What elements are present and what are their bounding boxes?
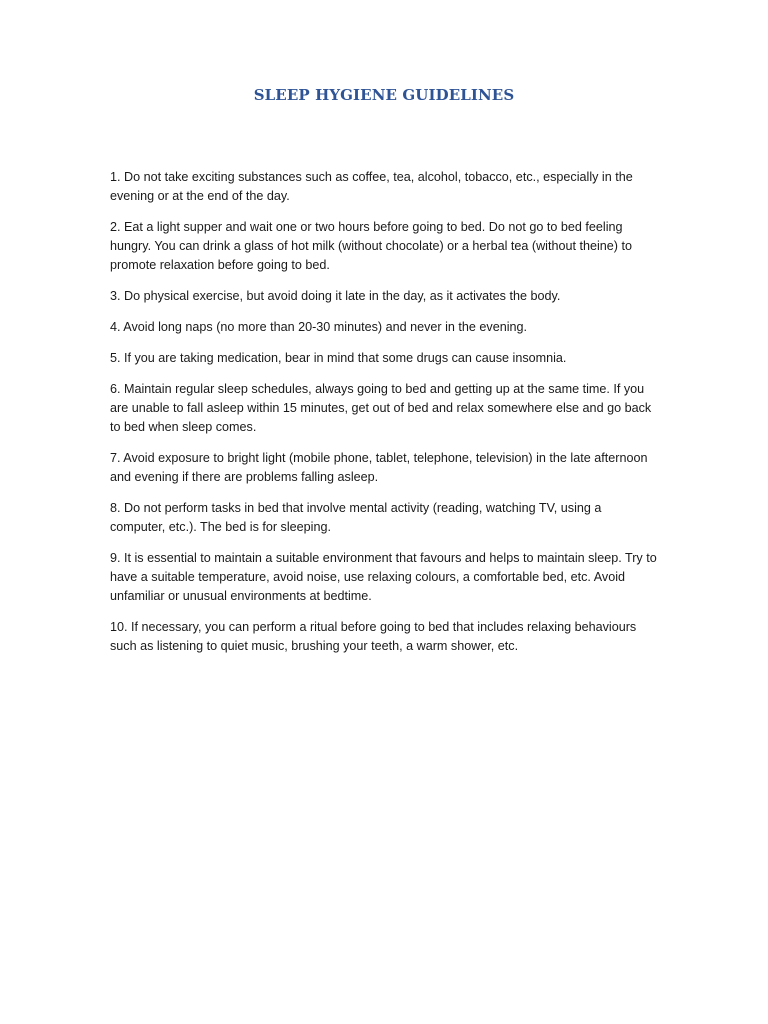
guideline-item: 3. Do physical exercise, but avoid doing it late in the day, as it activates the body. (110, 289, 561, 303)
guideline-item: 5. If you are taking medication, bear in mind that some drugs can cause insomnia. (110, 351, 567, 365)
guideline-item: 9. It is essential to maintain a suitable environment that favours and helps to maintain sleep. Try to have a suitable temperature, avoid noise, use relaxing colours, a comfortable bed, etc. Avoid unfamiliar or unusual environments at bedtime. (110, 551, 657, 603)
guideline-item: 6. Maintain regular sleep schedules, always going to bed and getting up at the same time. If you are unable to fall asleep within 15 minutes, get out of bed and relax somewhere else and go back to bed when sleep comes. (110, 382, 652, 434)
guideline-item: 8. Do not perform tasks in bed that involve mental activity (reading, watching TV, using a computer, etc.). The bed is for sleeping. (110, 501, 602, 534)
guideline-item: 7. Avoid exposure to bright light (mobile phone, tablet, telephone, television) in the late afternoon and evening if there are problems falling asleep. (110, 451, 648, 484)
guideline-item: 10. If necessary, you can perform a ritual before going to bed that includes relaxing behaviours such as listening to quiet music, brushing your teeth, a warm shower, etc. (110, 620, 637, 653)
guideline-item: 2. Eat a light supper and wait one or two hours before going to bed. Do not go to bed feeling hungry. You can drink a glass of hot milk (without chocolate) or a herbal tea (without theine) to promote relaxation before going to bed. (110, 220, 632, 272)
guideline-item: 1. Do not take exciting substances such as coffee, tea, alcohol, tobacco, etc., especially in the evening or at the end of the day. (110, 170, 633, 203)
guideline-item: 4. Avoid long naps (no more than 20-30 minutes) and never in the evening. (110, 320, 528, 334)
guidelines-list (110, 168, 658, 668)
document-title: SLEEP HYGIENE GUIDELINES (253, 86, 515, 104)
